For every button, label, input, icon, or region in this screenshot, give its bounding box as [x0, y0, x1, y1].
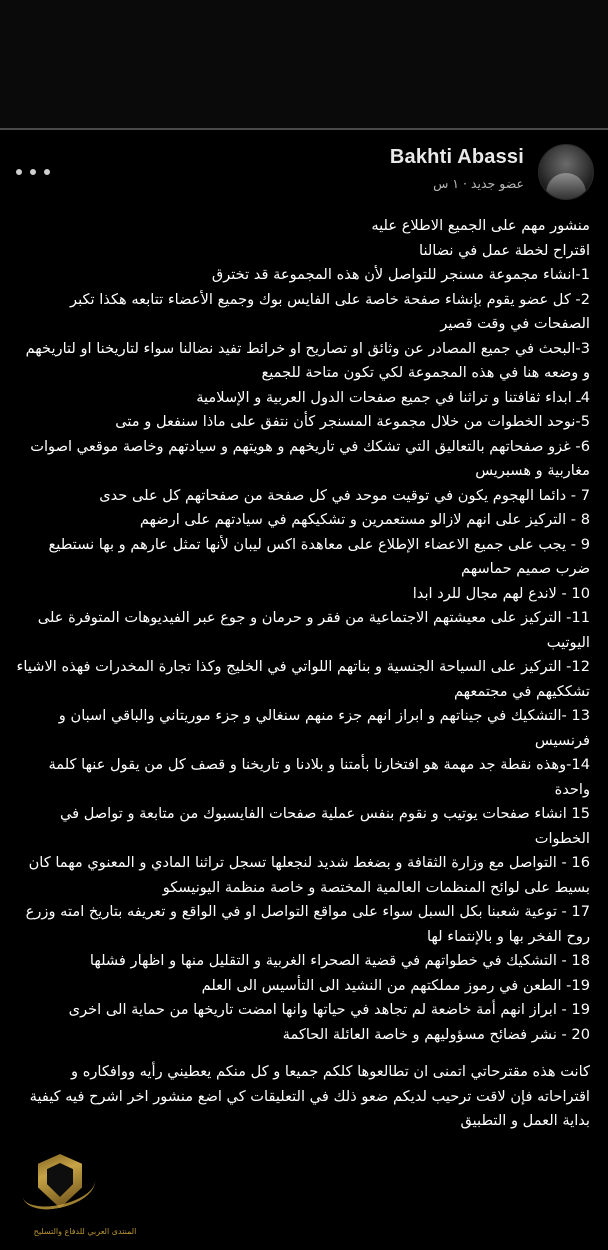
author-block [390, 146, 524, 191]
post-header [0, 134, 608, 216]
post-line: 4ـ ابداء ثقافتنا و تراثنا في جميع صفحات الدول العربية و الإسلامية [196, 388, 590, 406]
post-line: 14-وهذه نقطة جد مهمة هو افتخارنا بأمتنا و بلادنا و تاريخنا و قصف كل من يقول عنها كلمة واحدة [48, 756, 590, 798]
post-line: 20 - نشر فضائح مسؤوليهم و خاصة العائلة الحاكمة [282, 1025, 590, 1043]
watermark [20, 1150, 140, 1236]
post-line: 10 - لاندع لهم مجال للرد ابدا [412, 584, 590, 602]
post-line: 2- كل عضو يقوم بإنشاء صفحة خاصة على الفايس بوك وجميع الأعضاء تتابعه هكذا تكبر الصفحات في وقت قصير [70, 290, 590, 332]
post-line: 9 - يجب على جميع الاعضاء الإطلاع على معاهدة اكس ليبان لأنها تمثل عارهم و بها نستطيع ضرب صميم حماسهم [48, 535, 590, 577]
post-line: 8 - التركيز على انهم لازالو مستعمرين و تشكيكهم في سيادتهم على ارضهم [139, 511, 590, 528]
post-line: اقتراح لخطة عمل في نضالنا [419, 241, 590, 259]
post-line: 11- التركيز على معيشتهم الاجتماعية من فقر و حرمان و جوع عبر الفيديوهات المتوفرة على اليوتيب [37, 609, 590, 651]
post-line: 3-البحث في جميع المصادر عن وثائق او تصاريح او خرائط تفيد نضالنا سواء لتاريخنا او لتاريخهم و وضعه هنا في هذه المجموعة لكي تكون متاحة للجميع [25, 339, 590, 381]
post-line: 15 انشاء صفحات يوتيب و نقوم بنفس عملية صفحات الفايسبوك من متابعة و تواصل في الخطوات [59, 805, 590, 847]
post-line: 19- الطعن في رموز مملكتهم من النشيد الى التأسيس الى العلم [201, 976, 590, 994]
post-line: 7 - دائما الهجوم يكون في توقيت موحد في كل صفحة من صفحاتهم كل على حدى [99, 486, 590, 504]
post-line: 18 - التشكيك في خطواتهم في قضية الصحراء الغربية و التقليل منها و اظهار فشلها [89, 952, 590, 969]
watermark-caption: المنتدى العربي للدفاع والتسليح [33, 1227, 137, 1236]
dot [30, 169, 36, 175]
post-line: 16 - التواصل مع وزارة الثقافة و بضغط شديد لنجعلها تسجل تراثنا المادي و المعنوي مهما كان بسيط على لوائح المنظمات العالمية المختصة و خاصة منظمة اليونيسكو [28, 854, 590, 896]
post-line: 12- التركيز على السياحة الجنسية و بناتهم اللواتي في الخليج وكذا تجارة المخدرات فهذه الاشياء تشككيهم في مجتمعهم [16, 658, 590, 700]
post-line: 5-نوحد الخطوات من خلال مجموعة المسنجر كأن نتفق على ماذا سنفعل و متى [115, 413, 590, 430]
top-dark-band [0, 0, 608, 128]
swoosh-decoration-icon [20, 1163, 99, 1213]
avatar[interactable] [538, 144, 594, 200]
post-line: 19 - ابراز انهم أمة خاضعة لم تجاهد في حياتها وانها امضت تاريخها من حماية الى اخرى [68, 1001, 590, 1018]
post-line: 1-انشاء مجموعة مسنجر للتواصل لأن هذه المجموعة قد تخترق [211, 266, 590, 283]
post-line: 17 - توعية شعبنا بكل السبل سواء على مواقع التواصل او في الواقع و تعريفه بتاريخ امته وزرع روح الفخر بها و بالإنتماء لها [25, 903, 590, 945]
author-name[interactable]: Bakhti Abassi [389, 146, 524, 168]
dot [16, 169, 22, 175]
post-line: 13 -التشكيك في جيناتهم و ابراز انهم جزء منهم سنغالي و جزء موريتاني والباقي اسبان و فرنسيس [58, 707, 590, 749]
post-line: منشور مهم على الجميع الاطلاع عليه [371, 217, 590, 234]
more-options-icon[interactable] [16, 164, 50, 180]
post-body-text [0, 214, 608, 1134]
header-divider [0, 128, 608, 130]
author-meta: عضو جديد · ١ س [433, 176, 524, 191]
post-line: كانت هذه مقترحاتي اتمنى ان تطالعوها كلكم جميعا و كل منكم يعطيني رأيه ووافكاره و اقتراحاته فإن لاقت ترحيب لديكم ضعو ذلك في التعليقات كي اضع منشور اخر اشرح فيه كيفية بداية العمل و التطبيق [29, 1063, 590, 1129]
dot [44, 169, 50, 175]
post-line: 6- غزو صفحاتهم بالتعاليق التي تشكك في تاريخهم و هويتهم و سيادتهم وخاصة موقعي اصوات مغاربية و هسبريس [30, 437, 590, 479]
